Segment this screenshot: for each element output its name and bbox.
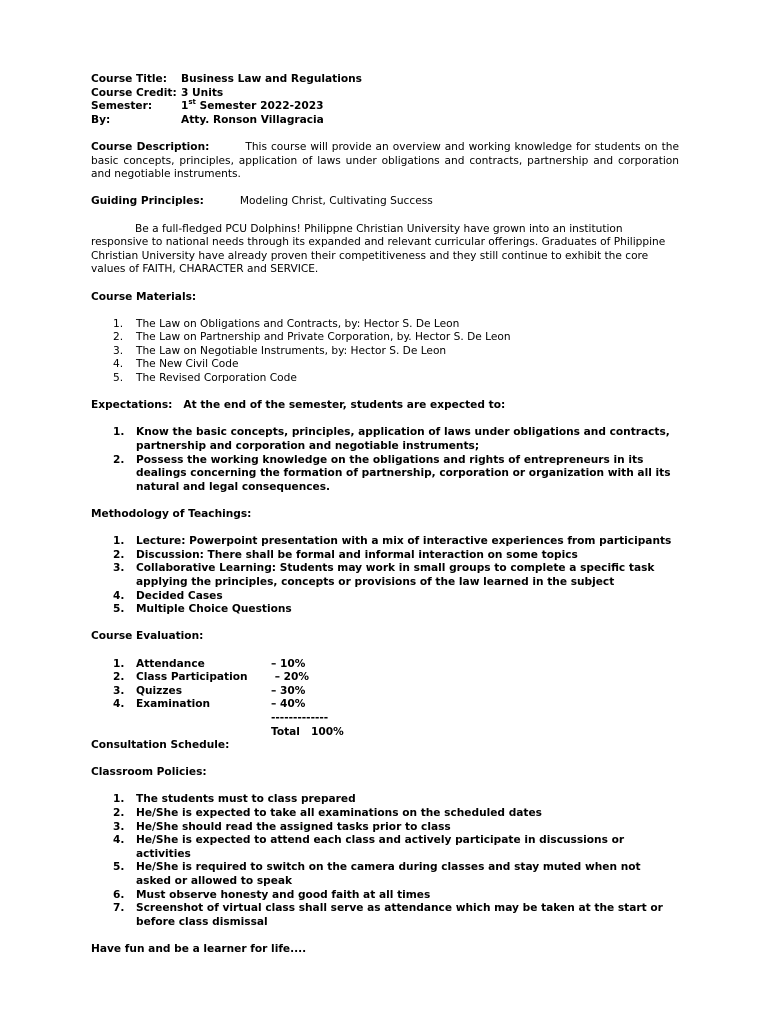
list-item: 4. The New Civil Code xyxy=(113,358,239,371)
list-item: 2. The Law on Partnership and Private Corporation, by. Hector S. De Leon xyxy=(113,331,511,344)
course-title-value: Business Law and Regulations xyxy=(181,73,362,85)
course-header xyxy=(91,73,679,127)
evaluation-row: 4. Examination – 40% xyxy=(113,698,306,711)
course-description-text: This course will provide an overview and working knowledge for students on the basic concepts, principles, application of laws under obligations and contracts, partnership and corporation and negotiable instruments. xyxy=(91,140,679,181)
consultation-heading: Consultation Schedule: xyxy=(91,739,230,752)
instructor-row xyxy=(91,114,679,128)
course-materials-heading: Course Materials: xyxy=(91,290,197,303)
course-credit-row xyxy=(91,87,679,101)
list-item: 1. Know the basic concepts, principles, application of laws under obligations and contracts, partnership and corporation and negotiable instruments; xyxy=(113,426,670,453)
policies-list xyxy=(91,793,679,929)
course-description-label: Course Description: xyxy=(91,140,210,153)
semester-value xyxy=(181,97,324,114)
instructor-value: Atty. Ronson Villagracia xyxy=(181,113,324,126)
semester-row xyxy=(91,97,679,114)
expectations xyxy=(91,399,679,413)
list-item: 1. Lecture: Powerpoint presentation with a mix of interactive experiences from participants xyxy=(113,535,672,548)
list-item: 1. The students must to class prepared xyxy=(113,793,356,806)
closing-line: Have fun and be a learner for life.... xyxy=(91,943,307,955)
semester-label: Semester: xyxy=(91,100,153,113)
evaluation-total: Total 100% xyxy=(271,725,344,738)
document-page xyxy=(91,73,679,957)
expectations-label: Expectations: xyxy=(91,399,173,412)
list-item: 5. He/She is required to switch on the camera during classes and stay muted when not asked or allowed to speak xyxy=(113,861,641,888)
list-item: 4. Decided Cases xyxy=(113,589,223,602)
course-title-label: Course Title: xyxy=(91,73,167,85)
course-title-row xyxy=(91,73,679,87)
expectations-intro: At the end of the semester, students are expected to: xyxy=(183,399,506,412)
guiding-principles-value: Modeling Christ, Cultivating Success xyxy=(239,195,433,208)
methodology-heading: Methodology of Teachings: xyxy=(91,508,252,520)
semester-number: 1 xyxy=(181,100,189,113)
evaluation-row: 3. Quizzes – 30% xyxy=(113,684,306,697)
list-item: 3. Collaborative Learning: Students may work in small groups to complete a specific task applying the principles, concepts or provisions of the law learned in the subject xyxy=(113,562,655,588)
list-item: 6. Must observe honesty and good faith at all times xyxy=(113,888,431,901)
list-item: 1. The Law on Obligations and Contracts, by: Hector S. De Leon xyxy=(113,317,460,330)
list-item: 5. Multiple Choice Questions xyxy=(113,603,292,616)
list-item: 2. He/She is expected to take all examinations on the scheduled dates xyxy=(113,807,542,820)
list-item: 3. He/She should read the assigned tasks prior to class xyxy=(113,820,451,833)
semester-rest: Semester 2022-2023 xyxy=(195,100,324,113)
guiding-principles xyxy=(91,195,679,209)
course-description xyxy=(91,141,679,182)
evaluation-heading: Course Evaluation: xyxy=(91,630,204,643)
guiding-paragraph: Be a full-fledged PCU Dolphins! Philippne Christian University have grown into an institution responsive to national needs through its expanded and relevant curricular offerings. Graduates of Philippine Christian University have already proven their competitiveness and they still continue to exhibit the core values of FAITH, CHARACTER and SERVICE. xyxy=(91,222,666,276)
list-item: 4. He/She is expected to attend each class and actively participate in discussions or activities xyxy=(113,834,625,860)
list-item: 7. Screenshot of virtual class shall serve as attendance which may be taken at the start or before class dismissal xyxy=(113,902,663,928)
list-item: 3. The Law on Negotiable Instruments, by: Hector S. De Leon xyxy=(113,344,447,357)
course-credit-value: 3 Units xyxy=(181,86,224,99)
evaluation-row: 2. Class Participation – 20% xyxy=(113,671,310,684)
semester-superscript: st xyxy=(188,97,196,106)
list-item: 5. The Revised Corporation Code xyxy=(113,372,297,385)
policies-heading: Classroom Policies: xyxy=(91,766,207,779)
evaluation-list xyxy=(91,658,679,740)
course-credit-label: Course Credit: xyxy=(91,86,177,99)
evaluation-divider: ------------- xyxy=(271,711,329,724)
methodology-list xyxy=(91,535,679,617)
guiding-principles-label: Guiding Principles: xyxy=(91,195,204,208)
instructor-label: By: xyxy=(91,113,111,126)
list-item: 2. Discussion: There shall be formal and informal interaction on some topics xyxy=(113,548,578,561)
evaluation-row: 1. Attendance – 10% xyxy=(113,657,306,670)
course-materials-list xyxy=(91,318,679,386)
expectations-list xyxy=(91,426,679,494)
list-item: 2. Possess the working knowledge on the obligations and rights of entrepreneurs in its dealings concerning the formation of partnership, corporation or organization with all its natural and legal consequences. xyxy=(113,453,671,493)
